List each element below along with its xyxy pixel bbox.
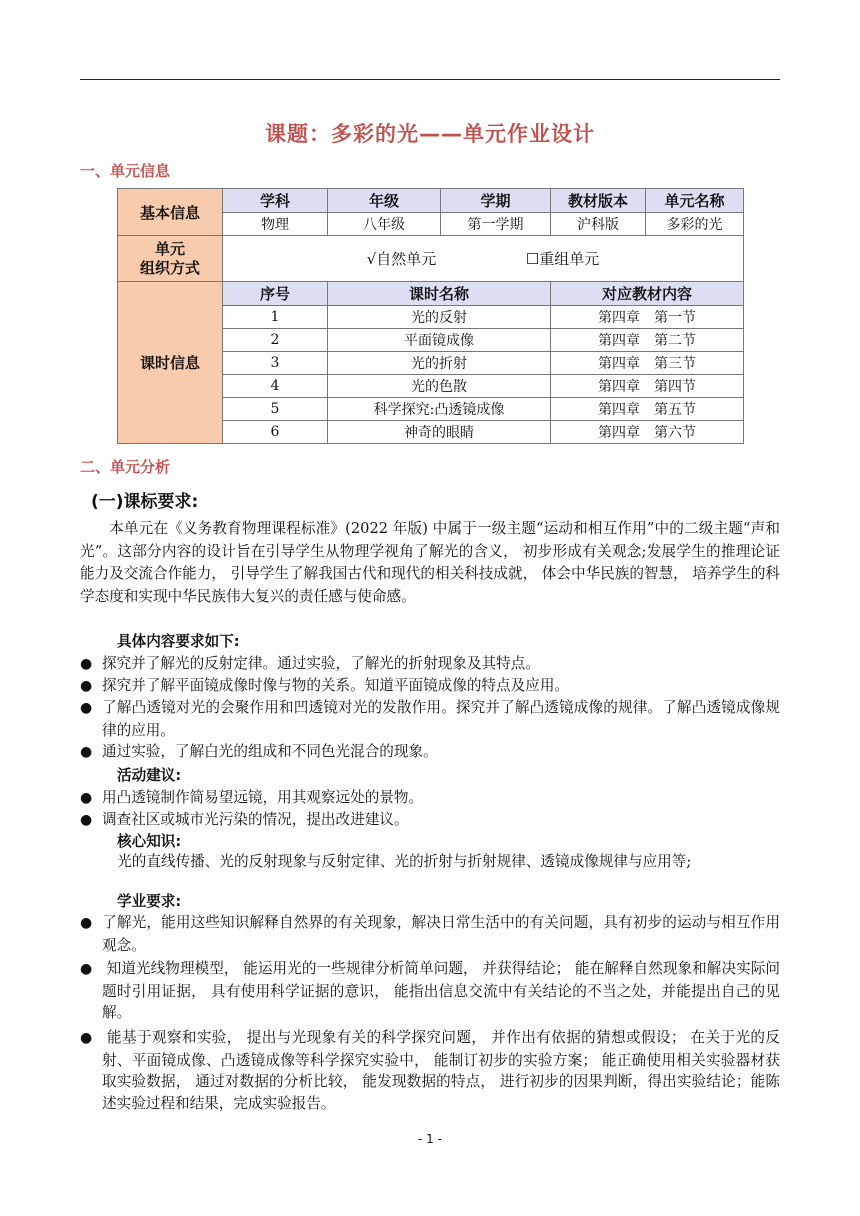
header-seq: 序号 <box>223 282 328 306</box>
activity-item: ● 调查社区或城市光污染的情况，提出改进建议。 <box>80 809 780 832</box>
core-knowledge-label: 核心知识: <box>117 833 182 850</box>
academic-item: ● 知道光线物理模型， 能运用光的一些规律分析简单问题， 并获得结论； 能在解释自然现象和解决实际问题时引用证据， 具有使用科学证据的意识， 能指出信息交流中有关结论的不当之处，并能提出自己的见解。 <box>80 958 780 1024</box>
lesson-name: 科学探究:凸透镜成像 <box>328 398 551 421</box>
lesson-seq: 6 <box>223 421 328 444</box>
value-grade: 八年级 <box>328 213 441 236</box>
header-subject: 学科 <box>223 189 328 213</box>
lesson-seq: 1 <box>223 306 328 329</box>
lesson-name: 神奇的眼睛 <box>328 421 551 444</box>
header-textbook-content: 对应教材内容 <box>551 282 744 306</box>
lesson-content: 第四章 第三节 <box>551 352 744 375</box>
org-label-line1: 单元 <box>154 239 185 258</box>
lesson-seq: 5 <box>223 398 328 421</box>
content-item: ● 了解凸透镜对光的会聚作用和凹透镜对光的发散作用。探究并了解凸透镜成像的规律。了解凸透镜成像规律的应用。 <box>80 697 780 741</box>
lesson-content: 第四章 第四节 <box>551 375 744 398</box>
lesson-name: 光的折射 <box>328 352 551 375</box>
basic-info-label: 基本信息 <box>118 189 223 236</box>
lesson-name: 平面镜成像 <box>328 329 551 352</box>
header-lesson-name: 课时名称 <box>328 282 551 306</box>
page-number: - 1 - <box>418 1132 442 1146</box>
org-row <box>118 236 744 282</box>
activity-item: ● 用凸透镜制作简易望远镜，用其观察远处的景物。 <box>80 787 780 810</box>
lesson-name: 光的色散 <box>328 375 551 398</box>
section-heading-unit-info: 一、单元信息 <box>80 162 171 180</box>
lesson-seq: 4 <box>223 375 328 398</box>
org-label <box>118 236 223 282</box>
value-unit-name: 多彩的光 <box>646 213 744 236</box>
activity-suggestions-label: 活动建议: <box>117 767 182 784</box>
lesson-content: 第四章 第一节 <box>551 306 744 329</box>
content-requirements-label: 具体内容要求如下: <box>117 633 240 650</box>
org-options <box>223 236 744 282</box>
header-unit-name: 单元名称 <box>646 189 744 213</box>
unit-info-table <box>117 188 744 444</box>
basic-header-row <box>118 189 744 213</box>
lesson-header-row <box>118 282 744 306</box>
org-option-regroup: ☐重组单元 <box>525 250 600 268</box>
content-item: ● 探究并了解光的反射定律。通过实验，了解光的折射现象及其特点。 <box>80 653 780 676</box>
lesson-info-label: 课时信息 <box>118 282 223 444</box>
document-title: 课题：多彩的光——单元作业设计 <box>265 122 595 146</box>
header-grade: 年级 <box>328 189 441 213</box>
value-textbook: 沪科版 <box>551 213 646 236</box>
lesson-content: 第四章 第六节 <box>551 421 744 444</box>
lesson-seq: 3 <box>223 352 328 375</box>
org-label-line2: 组织方式 <box>139 258 200 277</box>
header-semester: 学期 <box>441 189 551 213</box>
intro-paragraph: 本单元在《义务教育物理课程标准》(2022 年版) 中属于一级主题“运动和相互作用”中的二级主题“声和光”。这部分内容的设计旨在引导学生从物理学视角了解光的含义， 初步形成有关观念;发展学生的推理论证能力及交流合作能力， 引导学生了解我国古代和现代的相关科技成就， 体会中华民族的智慧， 培养学生的科学态度和实现中华民族伟大复兴的责任感与使命感。 <box>80 520 780 605</box>
lesson-seq: 2 <box>223 329 328 352</box>
lesson-content: 第四章 第五节 <box>551 398 744 421</box>
header-textbook: 教材版本 <box>551 189 646 213</box>
section-heading-unit-analysis: 二、单元分析 <box>80 458 171 476</box>
lesson-name: 光的反射 <box>328 306 551 329</box>
subheading-curriculum-standard: (一)课标要求: <box>91 492 199 512</box>
lesson-content: 第四章 第二节 <box>551 329 744 352</box>
header-rule <box>80 79 780 80</box>
org-option-natural: √自然单元 <box>366 250 437 268</box>
value-subject: 物理 <box>223 213 328 236</box>
value-semester: 第一学期 <box>441 213 551 236</box>
core-knowledge-text: 光的直线传播、光的反射现象与反射定律、光的折射与折射规律、透镜成像规律与应用等; <box>117 853 692 870</box>
academic-requirements-label: 学业要求: <box>117 893 182 910</box>
content-item: ● 探究并了解平面镜成像时像与物的关系。知道平面镜成像的特点及应用。 <box>80 675 780 698</box>
academic-item: ● 了解光，能用这些知识解释自然界的有关现象，解决日常生活中的有关问题，具有初步的运动与相互作用观念。 <box>80 912 780 956</box>
content-item: ● 通过实验，了解白光的组成和不同色光混合的现象。 <box>80 741 780 764</box>
academic-item: ● 能基于观察和实验， 提出与光现象有关的科学探究问题， 并作出有依据的猜想或假设； 在关于光的反射、平面镜成像、凸透镜成像等科学探究实验中， 能制订初步的实验方案； 能正确使用相关实验器材获取实验数据， 通过对数据的分析比较， 能发现数据的特点， 进行初步的因果判断，得出实验结论；能陈述实验过程和结果，完成实验报告。 <box>80 1027 780 1114</box>
